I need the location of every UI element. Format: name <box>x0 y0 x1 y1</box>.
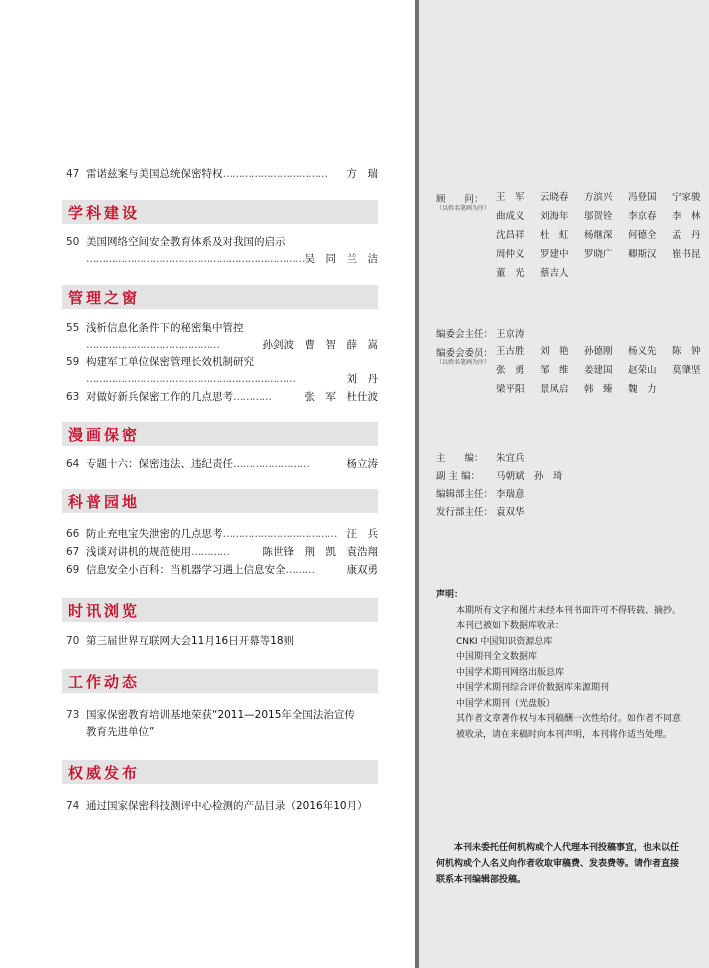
board-director: 王京涛 <box>496 329 525 340</box>
advisor-name: 杨继深 <box>584 230 613 241</box>
article-author: 康双勇 <box>346 564 378 576</box>
notice-paragraph-3: 其作者文章著作权与本刊稿酬一次性给付。如作者不同意被收录，请在来稿时向本刊声明，本刊将作适当处理。 <box>456 714 682 740</box>
board-member-name: 莫肇坚 <box>672 365 701 376</box>
article-author: 张 军 杜仕波 <box>304 391 378 403</box>
article-author: 陈世锋 荆 凯 袁浩翔 <box>262 546 378 558</box>
board-members-list <box>496 342 709 399</box>
article-author: 杨立涛 <box>346 458 378 470</box>
section-header <box>62 760 378 784</box>
board-member-name: 刘 艳 <box>540 346 569 357</box>
leader-dots: …………………… <box>233 458 309 470</box>
board-member-name: 魏 力 <box>628 384 657 395</box>
article-title: 专题十六：保密违法、违纪责任 <box>86 458 233 470</box>
toc-entry-69[interactable] <box>66 562 378 579</box>
leader-dots: ………… <box>191 546 229 558</box>
article-author: 方 瑞 <box>346 168 378 180</box>
page-number: 59 <box>66 356 80 368</box>
page-number: 47 <box>66 168 80 180</box>
page-number: 67 <box>66 546 80 558</box>
article-title: 雷诺兹案与美国总统保密特权 <box>86 168 223 180</box>
leader-dots: ……… <box>285 564 314 576</box>
article-title: 构建军工单位保密管理长效机制研究 <box>86 356 254 368</box>
database-item: 中国学术期刊综合评价数据库来源期刊 <box>456 683 610 693</box>
section-title: 权威发布 <box>68 764 141 782</box>
editorial-board-block <box>436 323 706 403</box>
section-header <box>62 669 378 693</box>
notice-paragraph-1: 本期所有文字和图片未经本刊书面许可不得转载、摘抄。 <box>456 605 682 616</box>
submission-notice: 本刊未委托任何机构或个人代理本刊投稿事宜，也未以任何机构或个人名义向作者收取审稿费、发表费等。请作者直接联系本刊编辑部投稿。 <box>436 843 680 885</box>
board-member-name: 陈 钟 <box>672 346 701 357</box>
editorial-director-label: 编辑部主任： <box>436 489 494 500</box>
toc-entry-50[interactable] <box>66 234 378 268</box>
toc-entry-66[interactable] <box>66 526 378 543</box>
article-title: 美国网络空间安全教育体系及对我国的启示 <box>86 236 286 248</box>
database-list <box>436 635 686 713</box>
chief-editor: 朱宜兵 <box>496 453 525 464</box>
toc-entry-55[interactable] <box>66 320 378 354</box>
advisor-name: 宁家骏 <box>672 192 701 203</box>
page-number: 69 <box>66 564 80 576</box>
board-member-name: 赵荣山 <box>628 365 657 376</box>
section-header <box>62 598 378 622</box>
board-member-name: 韩 臻 <box>584 384 613 395</box>
board-member-name: 景凤启 <box>540 384 569 395</box>
toc-entry-67[interactable] <box>66 544 378 561</box>
article-title-line-1: 国家保密教育培训基地荣获“2011—2015年全国法治宣传 <box>86 709 355 721</box>
board-member-name: 姜建国 <box>584 365 613 376</box>
database-item: 中国期刊全文数据库 <box>456 652 538 662</box>
article-title: 第三届世界互联网大会11月16日开幕等18则 <box>86 635 295 647</box>
advisor-name: 邬贺铨 <box>584 211 613 222</box>
distribution-director-label: 发行部主任： <box>436 507 494 518</box>
toc-entry-59[interactable] <box>66 354 378 388</box>
advisor-name: 董 光 <box>496 268 525 279</box>
toc-entry-70[interactable] <box>66 633 378 650</box>
page-number: 63 <box>66 391 80 403</box>
distribution-director: 袁双华 <box>496 507 525 518</box>
section-title: 漫画保密 <box>68 426 141 444</box>
advisor-name: 孟 丹 <box>672 230 701 241</box>
board-member-name: 张 勇 <box>496 365 525 376</box>
page-number: 50 <box>66 236 80 248</box>
advisor-name: 方滨兴 <box>584 192 613 203</box>
advisor-name: 李 林 <box>672 211 701 222</box>
board-director-label: 编委会主任： <box>436 329 494 340</box>
section-title: 时讯浏览 <box>68 602 141 620</box>
deputy-editors: 马朝斌 孙 琦 <box>496 471 563 482</box>
article-title: 信息安全小百科：当机器学习遇上信息安全 <box>86 564 286 576</box>
leader-dots: …………………………………………………………… <box>86 253 305 265</box>
article-title: 浅析信息化条件下的秘密集中管控 <box>86 322 244 334</box>
page-number: 64 <box>66 458 80 470</box>
advisor-name: 卿斯汉 <box>628 249 657 260</box>
section-header <box>62 422 378 446</box>
leader-dots: ………… <box>233 391 271 403</box>
advisors-label: 顾 问： （以姓名笔画为序） <box>436 191 496 212</box>
section-title: 科普园地 <box>68 493 141 511</box>
advisor-name: 王 军 <box>496 192 525 203</box>
article-author: 汪 兵 <box>346 528 378 540</box>
section-header <box>62 285 378 309</box>
editors-block <box>436 449 706 529</box>
article-author: 刘 丹 <box>346 373 378 385</box>
advisor-name: 沈昌祥 <box>496 230 525 241</box>
advisor-name: 何德全 <box>628 230 657 241</box>
board-member-name: 孙德刚 <box>584 346 613 357</box>
article-title: 对做好新兵保密工作的几点思考 <box>86 391 233 403</box>
leader-dots: …………………………………… <box>86 339 219 351</box>
advisor-name: 周仲义 <box>496 249 525 260</box>
board-member-name: 杨义先 <box>628 346 657 357</box>
advisors-block <box>436 188 706 278</box>
article-title: 浅谈对讲机的规范使用 <box>86 546 191 558</box>
deputy-editor-label: 副 主 编： <box>436 471 481 482</box>
advisor-name: 杜 虹 <box>540 230 569 241</box>
article-author: 孙剑波 曹 智 薛 嵩 <box>262 339 378 351</box>
advisor-name: 蔡吉人 <box>540 268 569 279</box>
advisors-list <box>496 188 709 283</box>
advisor-name: 崔书昆 <box>672 249 701 260</box>
toc-entry-63[interactable] <box>66 389 378 406</box>
section-title: 学科建设 <box>68 204 141 222</box>
advisor-name: 曲成义 <box>496 211 525 222</box>
page-number: 66 <box>66 528 80 540</box>
database-item: CNKI 中国知识资源总库 <box>456 636 553 647</box>
article-author: 吴 同 兰 洁 <box>304 253 378 265</box>
advisor-name: 冯登国 <box>628 192 657 203</box>
article-title: 防止充电宝失泄密的几点思考 <box>86 528 223 540</box>
section-title: 管理之窗 <box>68 289 141 307</box>
advisor-name: 云晓春 <box>540 192 569 203</box>
notice-heading: 声明： <box>436 590 464 600</box>
leader-dots: ………………………………………………………… <box>86 373 295 385</box>
board-member-name: 王古胜 <box>496 346 525 357</box>
article-title: 通过国家保密科技测评中心检测的产品目录（2016年10月） <box>86 800 368 812</box>
article-title-line-2: 教育先进单位” <box>86 726 155 738</box>
notice-paragraph-2: 本刊已被如下数据库收录： <box>456 621 565 631</box>
section-header <box>62 489 378 513</box>
advisors-note: （以姓名笔画为序） <box>436 205 491 212</box>
database-item: 中国学术期刊网络出版总库 <box>456 667 565 678</box>
board-members-note: （以姓名笔画为序） <box>436 359 491 366</box>
database-item: 中国学术期刊（光盘版） <box>456 698 556 709</box>
chief-editor-label: 主 编： <box>436 453 484 464</box>
page-number: 70 <box>66 635 80 647</box>
board-members-label: 编委会委员： （以姓名笔画为序） <box>436 345 496 366</box>
copyright-notice <box>436 588 686 743</box>
page-number: 73 <box>66 709 80 721</box>
advisor-name: 刘海年 <box>540 211 569 222</box>
section-header <box>62 200 378 224</box>
toc-entry-64[interactable] <box>66 456 378 473</box>
leader-dots: …………………………… <box>222 168 327 180</box>
board-member-name: 梁平阳 <box>496 384 525 395</box>
toc-entry-47[interactable] <box>66 166 378 183</box>
advisor-name: 罗建中 <box>540 249 569 260</box>
section-title: 工作动态 <box>68 673 141 691</box>
toc-entry-73[interactable] <box>66 707 378 741</box>
advisor-name: 罗晓广 <box>584 249 613 260</box>
page-number: 55 <box>66 322 80 334</box>
leader-dots: ……………………………… <box>222 528 337 540</box>
page-number: 74 <box>66 800 80 812</box>
editorial-director: 李瑞意 <box>496 489 525 500</box>
toc-entry-74[interactable] <box>66 798 378 815</box>
board-member-name: 邹 维 <box>540 365 569 376</box>
advisor-name: 李京春 <box>628 211 657 222</box>
